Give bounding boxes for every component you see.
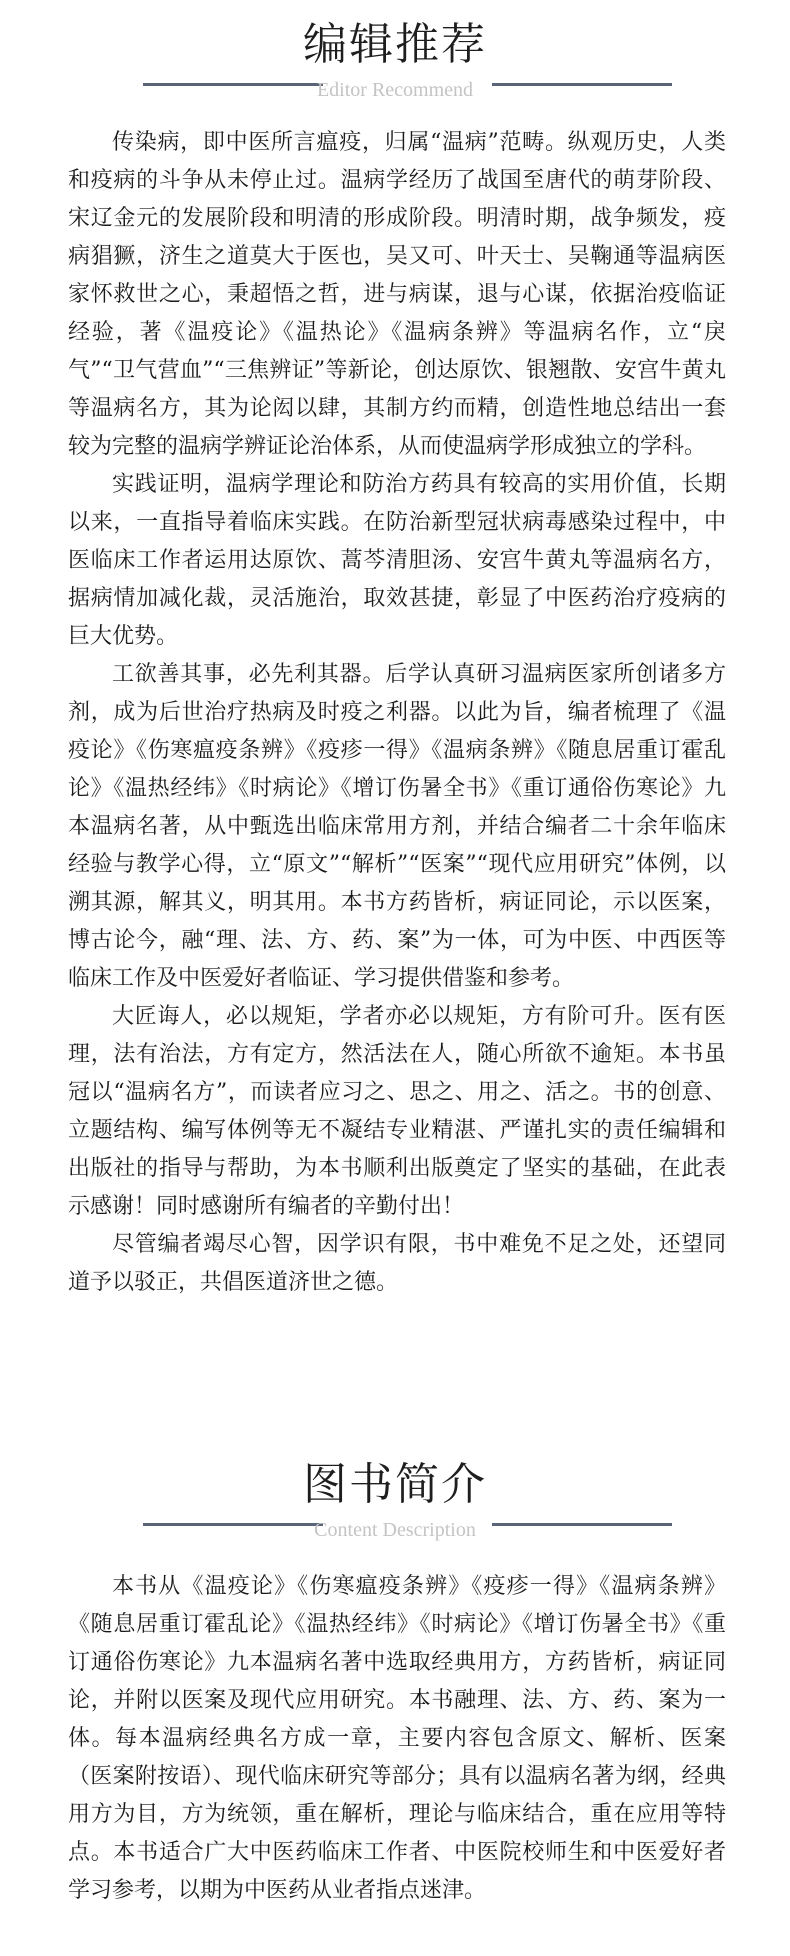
editor-recommend-heading	[0, 0, 790, 101]
paragraph: 尽管编者竭尽心智，因学识有限，书中难免不足之处，还望同道予以驳正，共倡医道济世之德。	[68, 1232, 726, 1295]
content-description-body	[68, 1568, 726, 1910]
content-description-subtitle: Content Description	[314, 1519, 476, 1541]
paragraph: 大匠诲人，必以规矩，学者亦必以规矩，方有阶可升。医有医理，法有治法，方有定方，然活法在人，随心所欲不逾矩。本书虽冠以“温病名方”，而读者应习之、思之、用之、活之。书的创意、立题结构、编写体例等无不凝结专业精湛、严谨扎实的责任编辑和出版社的指导与帮助，为本书顺利出版奠定了坚实的基础，在此表示感谢！同时感谢所有编者的辛勤付出！	[68, 1004, 726, 1219]
paragraph: 本书从《温疫论》《伤寒瘟疫条辨》《疫疹一得》《温病条辨》《随息居重订霍乱论》《温热经纬》《时病论》《增订伤暑全书》《重订通俗伤寒论》九本温病名著中选取经典用方，方药皆析，病证同论，并附以医案及现代应用研究。本书融理、法、方、药、案为一体。每本温病经典名方成一章，主要内容包含原文、解析、医案（医案附按语）、现代临床研究等部分；具有以温病名著为纲，经典用方为目，方为统领，重在解析，理论与临床结合，重在应用等特点。本书适合广大中医药临床工作者、中医院校师生和中医爱好者学习参考，以期为中医药从业者指点迷津。	[68, 1574, 726, 1903]
paragraph: 传染病，即中医所言瘟疫，归属“温病”范畴。纵观历史，人类和疫病的斗争从未停止过。温病学经历了战国至唐代的萌芽阶段、宋辽金元的发展阶段和明清的形成阶段。明清时期，战争频发，疫病猖獗，济生之道莫大于医也，吴又可、叶天士、吴鞠通等温病医家怀救世之心，秉超悟之哲，进与病谋，退与心谋，依据治疫临证经验，著《温疫论》《温热论》《温病条辨》等温病名作，立“戾气”“卫气营血”“三焦辨证”等新论，创达原饮、银翘散、安宫牛黄丸等温病名方，其为论闳以肆，其制方约而精，创造性地总结出一套较为完整的温病学辨证论治体系，从而使温病学形成独立的学科。	[68, 130, 726, 459]
paragraph: 工欲善其事，必先利其器。后学认真研习温病医家所创诸多方剂，成为后世治疗热病及时疫之利器。以此为旨，编者梳理了《温疫论》《伤寒瘟疫条辨》《疫疹一得》《温病条辨》《随息居重订霍乱论》《温热经纬》《时病论》《增订伤暑全书》《重订通俗伤寒论》九本温病名著，从中甄选出临床常用方剂，并结合编者二十余年临床经验与教学心得，立“原文”“解析”“医案”“现代应用研究”体例，以溯其源，解其义，明其用。本书方药皆析，病证同论，示以医案，博古论今，融“理、法、方、药、案”为一体，可为中医、中西医等临床工作及中医爱好者临证、学习提供借鉴和参考。	[68, 662, 726, 991]
content-description-section	[0, 1440, 790, 1903]
content-description-heading	[0, 1440, 790, 1541]
editor-recommend-body	[68, 124, 726, 1302]
editor-recommend-subtitle: Editor Recommend	[316, 79, 474, 101]
paragraph: 实践证明，温病学理论和防治方药具有较高的实用价值，长期以来，一直指导着临床实践。在防治新型冠状病毒感染过程中，中医临床工作者运用达原饮、蒿芩清胆汤、安宫牛黄丸等温病名方，据病情加减化裁，灵活施治，取效甚捷，彰显了中医药治疗疫病的巨大优势。	[68, 472, 726, 649]
content-description-title: 图书简介	[303, 1459, 487, 1510]
editor-recommend-title: 编辑推荐	[303, 19, 487, 70]
